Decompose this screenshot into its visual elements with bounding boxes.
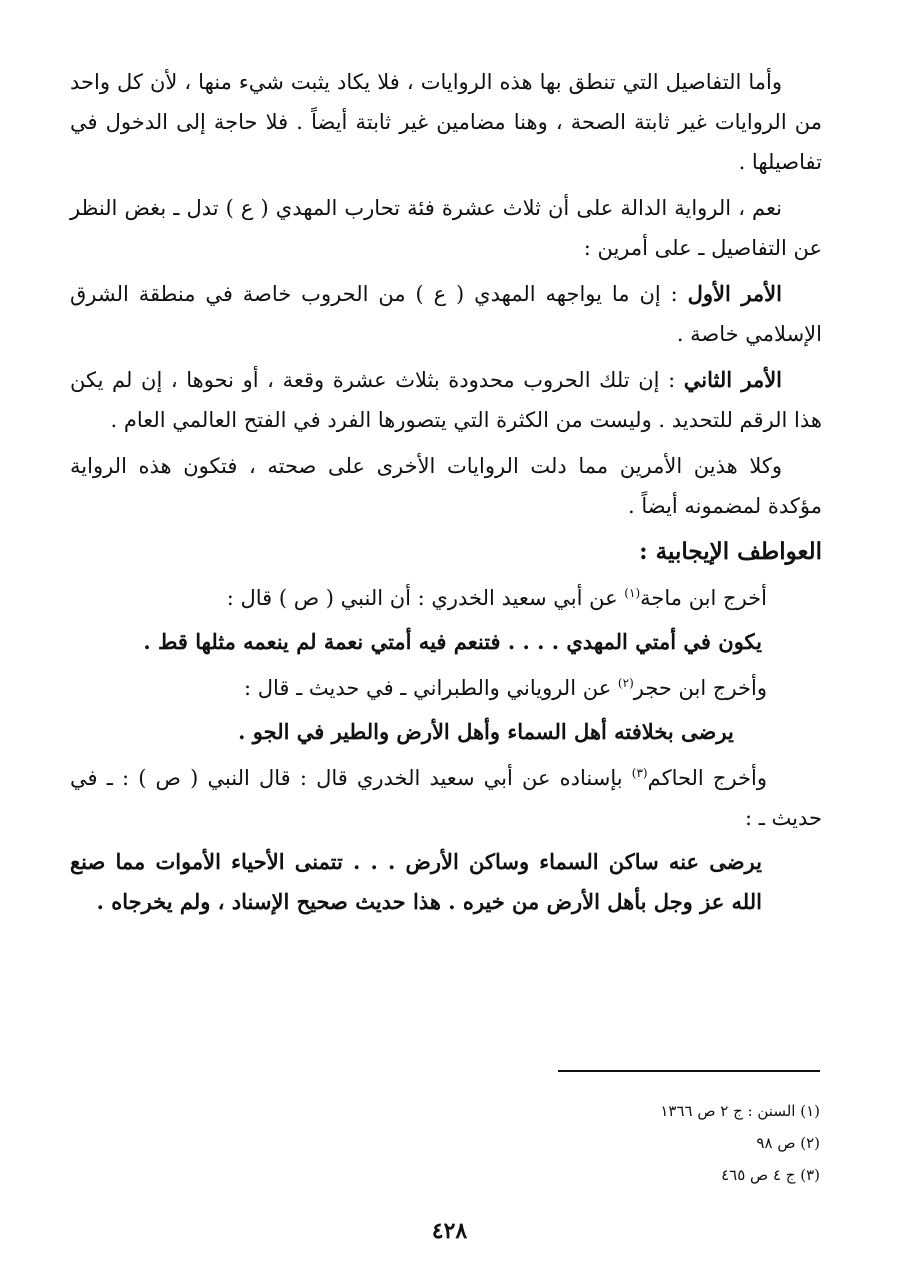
second-matter-label: الأمر الثاني (683, 367, 783, 392)
paragraph-two-matters: نعم ، الرواية الدالة على أن ثلاث عشرة فئة تحارب المهدي ( ع ) تدل ـ بغض النظر عن التفاصيل ـ على أمرين : (70, 196, 822, 260)
intro-hakim-a: وأخرج الحاكم (647, 766, 768, 790)
hadith-quote-3: يرضى عنه ساكن السماء وساكن الأرض . . . تتمنى الأحياء الأموات مما صنع الله عز وجل بأهل الأرض من خيره . هذا حديث صحيح الإسناد ، ولم يخرجاه . (70, 849, 762, 914)
second-matter-text: : إن تلك الحروب محدودة بثلاث عشرة وقعة ، أو نحوها ، إن لم يكن هذا الرقم للتحديد . وليست من الكثرة التي يتصورها الفرد في الفتح العالمي العام . (70, 368, 822, 432)
first-matter-label: الأمر الأول (687, 281, 782, 306)
footnote-ref-1: (١) (624, 586, 641, 600)
intro-ibn-majah-b: عن أبي سعيد الخدري : أن النبي ( ص ) قال : (226, 586, 625, 610)
intro-ibn-majah-a: أخرج ابن ماجة (640, 586, 767, 610)
paragraph-second-matter (70, 360, 822, 440)
paragraph-conclusion: وكلا هذين الأمرين مما دلت الروايات الأخرى على صحته ، فتكون هذه الرواية مؤكدة لمضمونه أيضاً . (70, 454, 822, 518)
intro-hakim-b: بإسناده عن أبي سعيد الخدري قال : قال النبي ( ص ) : ـ في حديث ـ : (70, 766, 822, 830)
first-matter-text: : إن ما يواجهه المهدي ( ع ) من الحروب خاصة في منطقة الشرق الإسلامي خاصة . (70, 282, 822, 346)
paragraph-details: وأما التفاصيل التي تنطق بها هذه الروايات ، فلا يكاد يثبت شيء منها ، لأن كل واحد من الروايات غير ثابتة الصحة ، وهنا مضامين غير ثابتة أيضاً . فلا حاجة إلى الدخول في تفاصيلها . (70, 70, 822, 174)
footnote-3: (٣) ج ٤ ص ٤٦٥ (721, 1166, 820, 1184)
footnote-divider (558, 1070, 820, 1072)
intro-hakim (70, 758, 822, 838)
footnote-2: (٢) ص ٩٨ (756, 1134, 820, 1152)
intro-ibn-hajar-a: وأخرج ابن حجر (633, 676, 767, 700)
footnote-ref-3: (٣) (631, 766, 648, 780)
hadith-quote-1: يكون في أمتي المهدي . . . . فتنعم فيه أمتي نعمة لم ينعمه مثلها قط . (143, 629, 762, 654)
page-number: ٤٢٨ (431, 1218, 468, 1244)
page-body (70, 62, 822, 928)
intro-ibn-hajar-b: عن الروياني والطبراني ـ في حديث ـ قال : (243, 676, 618, 700)
section-heading: العواطف الإيجابية : (639, 538, 822, 565)
paragraph-first-matter (70, 274, 822, 354)
footnote-ref-2: (٢) (617, 676, 634, 690)
intro-ibn-majah (70, 578, 822, 618)
intro-ibn-hajar (70, 668, 822, 708)
footnotes (560, 1095, 820, 1191)
hadith-quote-2: يرضى بخلافته أهل السماء وأهل الأرض والطير في الجو . (238, 719, 734, 744)
footnote-1: (١) السنن : ج ٢ ص ١٣٦٦ (660, 1102, 820, 1120)
